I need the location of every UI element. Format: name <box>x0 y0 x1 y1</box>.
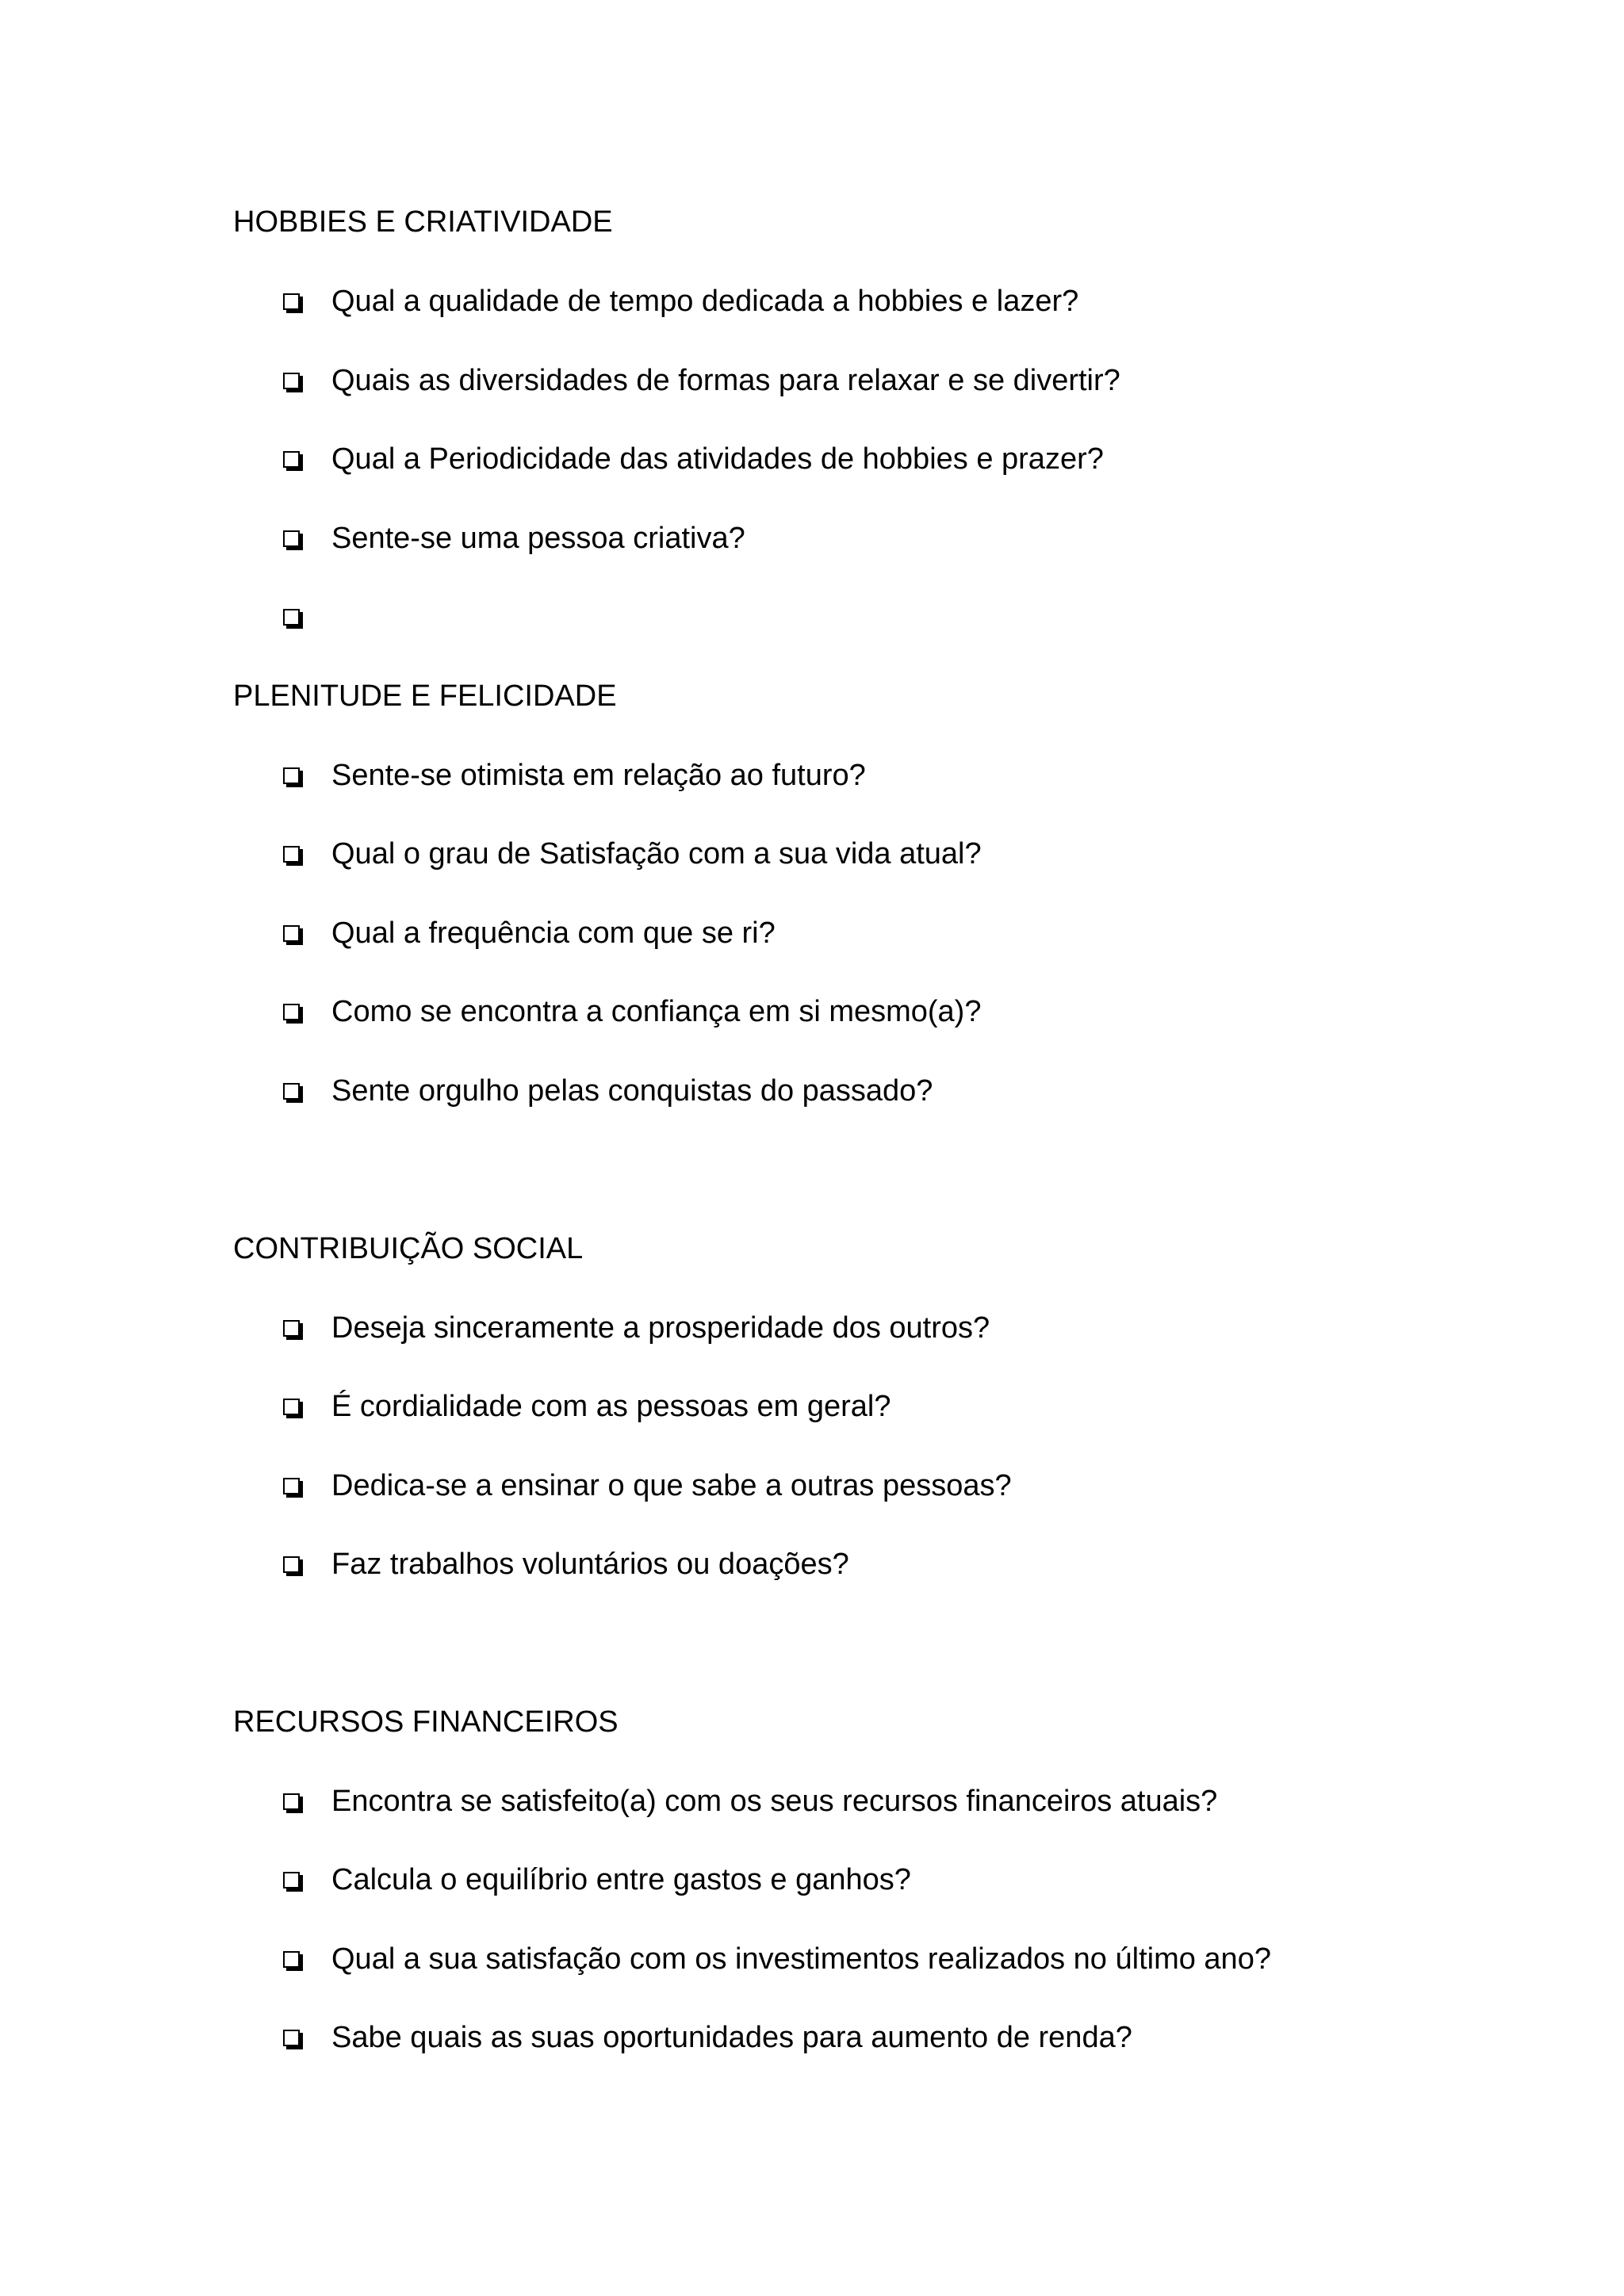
checkbox-icon[interactable] <box>283 925 300 942</box>
checklist-item-text: Quais as diversidades de formas para relaxar e se divertir? <box>331 364 1120 397</box>
checkbox-icon[interactable] <box>283 1793 300 1810</box>
checklist-item-text: Sente-se uma pessoa criativa? <box>331 522 745 555</box>
checkbox-icon[interactable] <box>283 530 300 547</box>
checklist-item-text: Sente-se otimista em relação ao futuro? <box>331 759 866 792</box>
checklist-item-text: Qual a qualidade de tempo dedicada a hobbies e lazer? <box>331 285 1079 318</box>
checklist-item-text: Deseja sinceramente a prosperidade dos outros? <box>331 1311 990 1345</box>
checkbox-icon[interactable] <box>283 293 300 310</box>
checkbox-icon[interactable] <box>283 846 300 863</box>
checklist-item-text: Qual o grau de Satisfação com a sua vida atual? <box>331 837 982 871</box>
checklist-item-text: É cordialidade com as pessoas em geral? <box>331 1390 891 1423</box>
checklist-item-text: Qual a sua satisfação com os investimentos realizados no último ano? <box>331 1942 1271 1976</box>
checkbox-icon[interactable] <box>283 451 300 468</box>
checklist-item-text: Calcula o equilíbrio entre gastos e ganhos? <box>331 1863 911 1896</box>
checklist-item-text: Faz trabalhos voluntários ou doações? <box>331 1548 849 1581</box>
checkbox-icon[interactable] <box>283 1004 300 1020</box>
checkbox-icon[interactable] <box>283 1478 300 1494</box>
checkbox-icon[interactable] <box>283 609 300 626</box>
checkbox-icon[interactable] <box>283 1951 300 1968</box>
checkbox-icon[interactable] <box>283 373 300 389</box>
checkbox-icon[interactable] <box>283 767 300 784</box>
checklist-item-text: Dedica-se a ensinar o que sabe a outras pessoas? <box>331 1469 1012 1502</box>
checkbox-icon[interactable] <box>283 1872 300 1888</box>
section-heading-hobbies: HOBBIES E CRIATIVIDADE <box>233 205 613 239</box>
section-heading-recursos: RECURSOS FINANCEIROS <box>233 1705 619 1739</box>
checkbox-icon[interactable] <box>283 1083 300 1100</box>
checklist-item-text: Como se encontra a confiança em si mesmo(a)? <box>331 995 982 1028</box>
checklist-item-text: Sabe quais as suas oportunidades para aumento de renda? <box>331 2021 1132 2054</box>
checklist-item-text: Encontra se satisfeito(a) com os seus recursos financeiros atuais? <box>331 1785 1218 1818</box>
checklist-item-text: Sente orgulho pelas conquistas do passado? <box>331 1074 933 1108</box>
checkbox-icon[interactable] <box>283 1399 300 1415</box>
checkbox-icon[interactable] <box>283 1320 300 1337</box>
section-heading-plenitude: PLENITUDE E FELICIDADE <box>233 679 617 713</box>
checkbox-icon[interactable] <box>283 2030 300 2046</box>
section-heading-contribuicao: CONTRIBUIÇÃO SOCIAL <box>233 1232 584 1265</box>
checklist-item-text: Qual a frequência com que se ri? <box>331 916 776 950</box>
checkbox-icon[interactable] <box>283 1556 300 1573</box>
checklist-item-text: Qual a Periodicidade das atividades de hobbies e prazer? <box>331 442 1104 476</box>
